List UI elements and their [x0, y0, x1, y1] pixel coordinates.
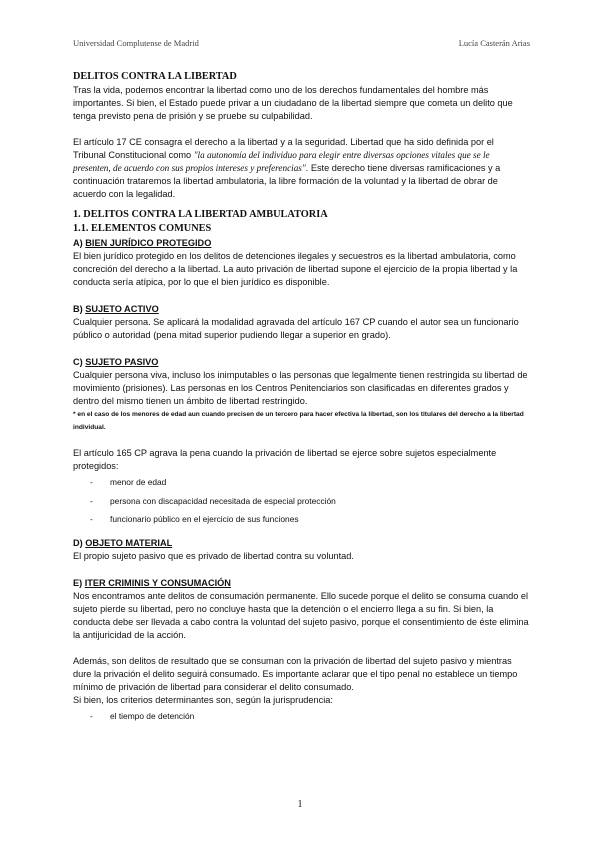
heading-objeto-material	[73, 536, 529, 550]
heading-iter-criminis	[73, 576, 529, 590]
heading-prefix: D)	[73, 537, 86, 548]
list-item-text: el tiempo de detención	[110, 710, 195, 721]
paragraph-criterios: Si bien, los criterios determinantes son, según la jurisprudencia:	[73, 694, 333, 705]
heading-prefix: A)	[73, 238, 86, 248]
page-number: 1	[297, 799, 303, 810]
list-item	[73, 510, 529, 529]
list-dash: -	[90, 514, 93, 524]
heading-label: BIEN JURÍDICO PROTEGIDO	[85, 238, 212, 248]
section-heading: 1. DELITOS CONTRA LA LIBERTAD AMBULATORIA	[73, 209, 328, 220]
heading-bien-juridico	[73, 236, 529, 250]
heading-sujeto-activo	[73, 302, 529, 316]
paragraph-art-165: El artículo 165 CP agrava la pena cuando la privación de libertad se ejerce sobre sujetos especialmente protegidos:	[73, 448, 497, 471]
subsection-heading: 1.1. ELEMENTOS COMUNES	[73, 223, 212, 234]
intro-p2-end: . Este derecho tiene diversas ramificaciones y a continuación trataremos la libertad ambulatoria, la libre formación de la voluntad y la libertad de obrar de acuerdo con la legalidad.	[73, 163, 501, 199]
paragraph-sujeto-pasivo: Cualquier persona viva, incluso los inimputables o las personas que legalmente tienen restringida su libertad de movimiento (prisiones). Las personas en los Centros Penitenciarios son clasificadas en diferentes grados y dentro del mismo tienen un ámbito de libertad restringido.	[73, 370, 528, 406]
heading-prefix: C)	[73, 357, 86, 367]
list-item-text: funcionario público en el ejercicio de sus funciones	[110, 514, 299, 524]
list-item	[73, 707, 529, 726]
heading-label: SUJETO PASIVO	[85, 357, 159, 367]
list-sujetos-protegidos	[73, 473, 529, 529]
header-author: Lucía Casterán Arias	[458, 38, 530, 48]
intro-p2-start: El artículo 17 CE consagra el derecho a la libertad y a la seguridad. Libertad que ha sido definida por el Tribunal Constitucional como	[73, 137, 494, 160]
document-body	[73, 70, 529, 725]
heading-prefix: E)	[73, 577, 85, 588]
paragraph-consumacion-permanente: Nos encontramos ante delitos de consumación permanente. Ello sucede porque el delito se consuma cuando el sujeto pierde su libertad, pero no concluye hasta que la detención o el encierro llega a su fin. Si bien, la conducta debe ser llevada a cabo contra la voluntad del sujeto pasivo, porque el consentimiento de éste elimina la antijuricidad de la acción.	[73, 590, 529, 640]
intro-paragraph-2	[73, 136, 529, 201]
heading-label: SUJETO ACTIVO	[85, 304, 159, 314]
note-menores: * en el caso de los menores de edad aun cuando precisen de un tercero para hacer efectiva la libertad, son los titulares del derecho a la libertad individual.	[73, 411, 524, 431]
list-item	[73, 473, 529, 492]
heading-prefix: B)	[73, 304, 86, 314]
list-dash: -	[90, 495, 93, 506]
list-dash: -	[90, 710, 93, 721]
list-item-text: menor de edad	[110, 477, 167, 487]
heading-label: OBJETO MATERIAL	[85, 537, 173, 548]
heading-label: ITER CRIMINIS Y CONSUMACIÓN	[84, 577, 231, 588]
header-university: Universidad Complutense de Madrid	[73, 38, 199, 48]
list-criterios	[73, 707, 529, 726]
document-title: DELITOS CONTRA LA LIBERTAD	[73, 71, 237, 82]
intro-paragraph-1: Tras la vida, podemos encontrar la libertad como uno de los derechos fundamentales del hombre más importantes. Si bien, el Estado puede privar a un ciudadano de la libertad siempre que cometa un delito que tenga previsto pena de prisión y se pruebe su culpabilidad.	[73, 85, 513, 121]
list-item	[73, 492, 529, 511]
paragraph-bien-juridico: El bien jurídico protegido en los delitos de detenciones ilegales y secuestros es la libertad ambulatoria, como concreción del derecho a la libertad. La auto privación de libertad supone el ejercicio de la propia libertad y la conducta sería atípica, por lo que el bien jurídico es disponible.	[73, 251, 518, 287]
paragraph-objeto-material: El propio sujeto pasivo que es privado de libertad contra su voluntad.	[73, 550, 354, 561]
paragraph-sujeto-activo: Cualquier persona. Se aplicará la modalidad agravada del artículo 167 CP cuando el autor sea un funcionario público o autoridad (pena mitad superior pudiendo llegar a superior en grado).	[73, 317, 519, 340]
tc-quote: "la autonomía del individuo para elegir entre diversas opciones vitales que se le presenten, de acuerdo con sus propios intereses y preferencias"	[73, 150, 490, 173]
list-item-text: persona con discapacidad necesitada de especial protección	[110, 495, 336, 506]
heading-sujeto-pasivo	[73, 355, 529, 369]
paragraph-delitos-resultado: Además, son delitos de resultado que se consuman con la privación de libertad del sujeto pasivo y mientras dure la privación el delito seguirá consumado. Es importante aclarar que el tipo penal no establece un tiempo mínimo de privación de libertad para considerar el delito consumado.	[73, 655, 518, 692]
list-dash: -	[90, 477, 93, 487]
